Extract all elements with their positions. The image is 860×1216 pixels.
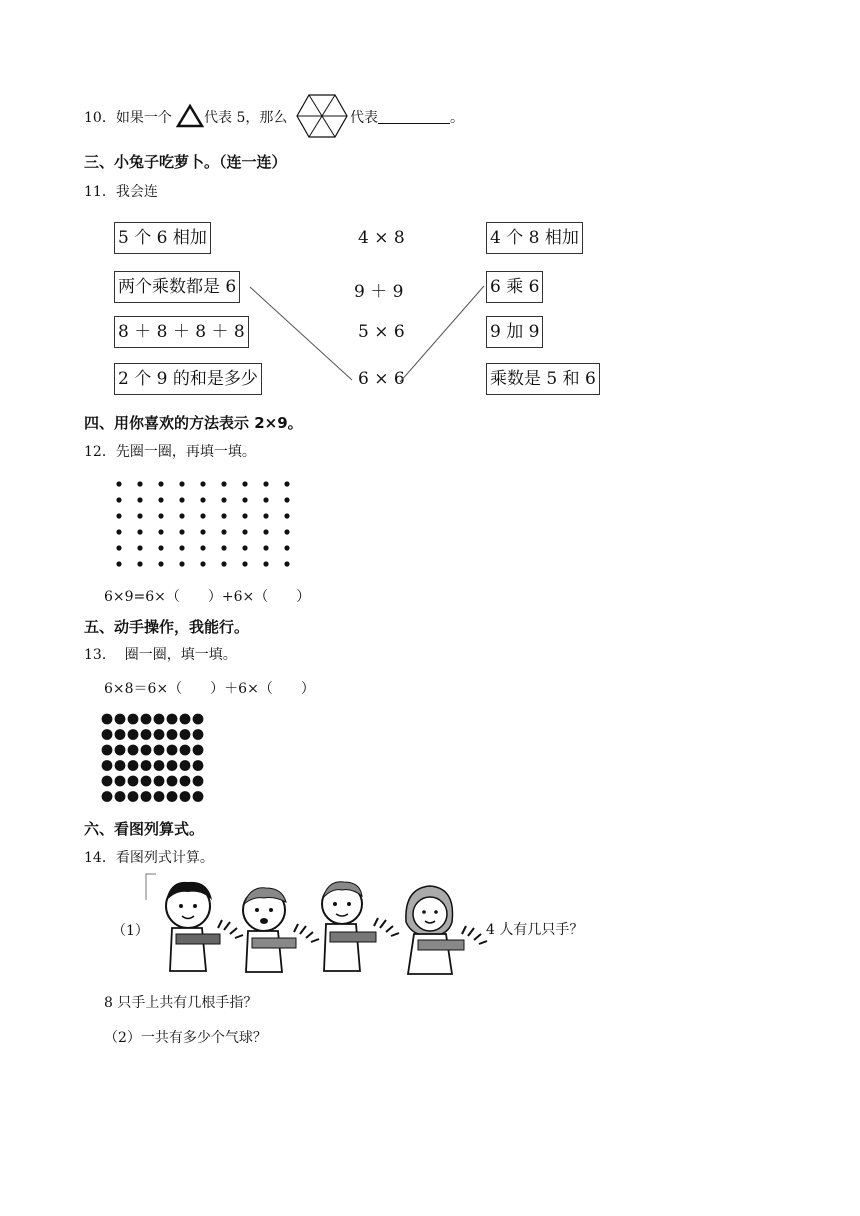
- question-number: 14．: [84, 850, 116, 866]
- child-figure: [166, 882, 243, 971]
- dot: [141, 729, 152, 740]
- dot: [200, 497, 205, 502]
- dot: [284, 497, 289, 502]
- middle-expr-1[interactable]: 4 × 8: [358, 228, 405, 248]
- dot: [167, 791, 178, 802]
- left-box-3[interactable]: 8 ＋ 8 ＋ 8 ＋ 8: [114, 316, 249, 348]
- dot: [154, 791, 165, 802]
- dot: [137, 561, 142, 566]
- question-13: [84, 644, 237, 664]
- dot: [193, 791, 204, 802]
- q10-label: 代表: [350, 110, 378, 126]
- dot: [116, 561, 121, 566]
- connection-line-left: [250, 287, 352, 380]
- dot: [242, 529, 247, 534]
- dot: [102, 791, 113, 802]
- dot: [116, 497, 121, 502]
- section-3-title: 三、小兔子吃萝卜。（连一连）: [84, 153, 287, 171]
- dot: [221, 513, 226, 518]
- dot: [180, 714, 191, 725]
- dot: [221, 545, 226, 550]
- dot: [137, 545, 142, 550]
- dot: [179, 497, 184, 502]
- question-number: 12．: [84, 444, 116, 460]
- section-4-title: 四、用你喜欢的方法表示 2×9。: [84, 414, 303, 432]
- part-1-question: 4 人有几只手？: [486, 922, 584, 938]
- dot: [158, 513, 163, 518]
- part-1-subquestion: 8 只手上共有几根手指？: [104, 995, 258, 1011]
- dot: [221, 497, 226, 502]
- left-box-1[interactable]: 5 个 6 相加: [114, 222, 211, 254]
- dot: [141, 760, 152, 771]
- dot: [179, 529, 184, 534]
- part-2-question: （2）一共有多少个气球？: [104, 1030, 267, 1046]
- dot: [167, 776, 178, 787]
- dot: [137, 529, 142, 534]
- dot: [242, 497, 247, 502]
- dot: [128, 714, 139, 725]
- dot: [284, 513, 289, 518]
- dot: [179, 481, 184, 486]
- dot: [221, 529, 226, 534]
- dot: [154, 729, 165, 740]
- middle-expr-2[interactable]: 9 ＋ 9: [354, 282, 404, 302]
- right-box-3[interactable]: 9 加 9: [486, 316, 543, 348]
- dot: [284, 561, 289, 566]
- dot: [141, 791, 152, 802]
- dot: [115, 776, 126, 787]
- q10-text-2: 代表 5，那么: [204, 110, 288, 126]
- q14-text: 看图列式计算。: [115, 850, 214, 866]
- dot: [154, 760, 165, 771]
- dot: [200, 561, 205, 566]
- dot: [115, 745, 126, 756]
- dot: [137, 497, 142, 502]
- dot: [128, 729, 139, 740]
- connection-line-right: [400, 286, 484, 382]
- dot: [263, 561, 268, 566]
- q11-text: 我会连: [115, 184, 158, 200]
- dot: [137, 513, 142, 518]
- question-number: 11．: [84, 184, 116, 200]
- dot: [221, 561, 226, 566]
- right-box-1[interactable]: 4 个 8 相加: [486, 222, 583, 254]
- question-12: [84, 441, 256, 461]
- dot: [167, 760, 178, 771]
- dot: [242, 513, 247, 518]
- dot: [141, 714, 152, 725]
- dot: [193, 745, 204, 756]
- dot: [158, 561, 163, 566]
- dot: [180, 791, 191, 802]
- question-number: 10．: [84, 110, 116, 126]
- dot-grid-6x9[interactable]: [110, 476, 300, 566]
- dot: [193, 760, 204, 771]
- dot: [284, 545, 289, 550]
- q13-formula: 6×8＝6×（ ）＋6×（ ）: [104, 681, 315, 697]
- dot: [263, 481, 268, 486]
- dot: [158, 497, 163, 502]
- dot: [180, 729, 191, 740]
- dot: [102, 776, 113, 787]
- dot: [242, 545, 247, 550]
- dot: [116, 529, 121, 534]
- dot: [167, 714, 178, 725]
- dot: [115, 791, 126, 802]
- q12-text: 先圈一圈，再填一填。: [115, 444, 256, 460]
- dot: [193, 729, 204, 740]
- dot: [128, 760, 139, 771]
- dot: [263, 513, 268, 518]
- dot: [193, 776, 204, 787]
- dot: [115, 729, 126, 740]
- dot: [179, 561, 184, 566]
- q10-text: 如果一个: [115, 110, 172, 126]
- dot: [179, 513, 184, 518]
- dot: [200, 545, 205, 550]
- dot: [167, 729, 178, 740]
- child-figure: [243, 888, 319, 972]
- dot: [154, 714, 165, 725]
- child-figure: [322, 882, 399, 971]
- dot-grid-6x8[interactable]: [100, 712, 210, 804]
- part-1-label: （1）: [112, 923, 149, 939]
- dot: [200, 481, 205, 486]
- dot: [263, 529, 268, 534]
- dot: [193, 714, 204, 725]
- dot: [128, 776, 139, 787]
- dot: [221, 481, 226, 486]
- dot: [180, 760, 191, 771]
- dot: [180, 745, 191, 756]
- dot: [242, 561, 247, 566]
- dot: [158, 545, 163, 550]
- dot: [141, 776, 152, 787]
- middle-expr-3[interactable]: 5 × 6: [358, 322, 405, 342]
- dot: [179, 545, 184, 550]
- connection-lines: [0, 0, 860, 420]
- dot: [158, 529, 163, 534]
- dot: [284, 481, 289, 486]
- right-box-4[interactable]: 乘数是 5 和 6: [486, 363, 600, 395]
- left-box-4[interactable]: 2 个 9 的和是多少: [114, 363, 262, 395]
- dot: [263, 545, 268, 550]
- dot: [154, 745, 165, 756]
- dot: [137, 481, 142, 486]
- children-hands-illustration: [150, 876, 485, 976]
- question-14: [84, 847, 214, 867]
- dot: [200, 529, 205, 534]
- dot: [115, 714, 126, 725]
- dot: [141, 745, 152, 756]
- dot: [116, 545, 121, 550]
- dot: [115, 760, 126, 771]
- dot: [102, 714, 113, 725]
- q12-formula: 6×9=6×（ ）+6×（ ）: [104, 589, 311, 605]
- dot: [102, 760, 113, 771]
- dot: [102, 729, 113, 740]
- dot: [167, 745, 178, 756]
- dot: [154, 776, 165, 787]
- right-box-2[interactable]: 6 乘 6: [486, 271, 543, 303]
- left-box-2[interactable]: 两个乘数都是 6: [114, 271, 240, 303]
- dot: [102, 745, 113, 756]
- section-6-title: 六、看图列算式。: [84, 820, 205, 838]
- dot: [128, 791, 139, 802]
- question-number: 13．: [84, 647, 116, 663]
- dot: [158, 481, 163, 486]
- q13-text: 圈一圈，填一填。: [124, 647, 237, 663]
- child-figure: [406, 886, 487, 974]
- dot: [116, 481, 121, 486]
- dot: [263, 497, 268, 502]
- dot: [128, 745, 139, 756]
- section-5-title: 五、动手操作，我能行。: [84, 618, 250, 636]
- dot: [180, 776, 191, 787]
- middle-expr-4[interactable]: 6 × 6: [358, 369, 405, 389]
- dot: [242, 481, 247, 486]
- dot: [200, 513, 205, 518]
- dot: [116, 513, 121, 518]
- q10-end: 。: [450, 110, 464, 126]
- dot: [284, 529, 289, 534]
